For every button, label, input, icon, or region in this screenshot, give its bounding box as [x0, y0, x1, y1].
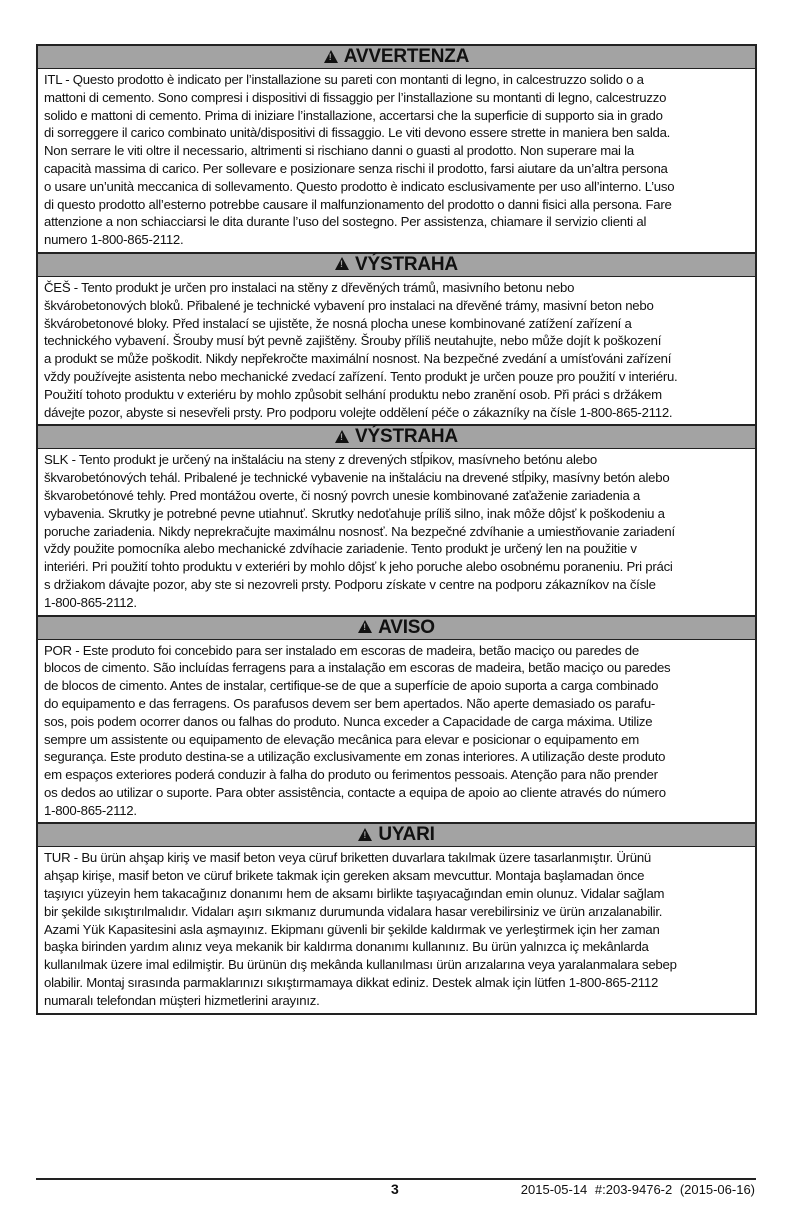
warning-text-line: numaralı telefondan müşteri hizmetlerini arayınız. — [44, 992, 320, 1008]
warning-text-line: dávejte pozor, abyste si nesevřeli prsty. Pro podporu volejte oddělení péče o zákazníky na čísle 1-800-865-2112. — [44, 404, 673, 420]
warning-text-line: a produkt se může poškodit. Nikdy nepřekročte maximální nosnost. Na bezpečné zvedání a umísťováni zařízení — [44, 351, 672, 367]
warning-title: AVVERTENZA — [343, 46, 470, 67]
warning-text-line: ČEŠ - Tento produkt je určen pro instalaci na stěny z dřevěných trámů, masivního betonu nebo — [44, 279, 575, 295]
warning-text-line: taşıyıcı yüzeyin hem takacağınız donanımı hem de aksamı birlikte taşıyacağından emin olunuz. Vidalar sağlam — [44, 886, 665, 902]
warning-text-line: bir şekilde sıkıştırılmalıdır. Vidaları aşırı sıkmanız durumunda vidalara hasar verebilirsiniz ve ürün arızalanabilir. — [44, 903, 663, 919]
footer-divider — [36, 1178, 756, 1180]
warning-text-line: mattoni di cemento. Sono compresi i dispositivi di fissaggio per l’installazione su montanti di legno, calcestruzzo — [44, 89, 667, 105]
warning-text-line: os dedos ao utilizar o suporte. Para obter assistência, contacte a equipa de apoio ao cliente através do número — [44, 784, 666, 800]
warning-text-line: SLK - Tento produkt je určený na inštaláciu na steny z drevených stĺpikov, masívneho betónu alebo — [44, 452, 597, 468]
warning-text-line: segurança. Este produto destina-se a utilização exclusivamente em zonas interiores. A utilização deste produto — [44, 749, 666, 765]
warning-text-line: 1-800-865-2112. — [44, 802, 137, 818]
warning-title: UYARI — [378, 824, 435, 846]
document-info: 2015-05-14 #:203-9476-2 (2015-06-16) — [520, 1182, 755, 1197]
warning-text-line: škvárobetonových bloků. Přibalené je technické vybavení pro instalaci na dřevěné trámy, masivní beton nebo — [44, 297, 654, 313]
warning-header — [38, 254, 755, 277]
warning-header — [38, 617, 755, 640]
warning-text-line: vždy používejte asistenta nebo mechanické zvedací zařízení. Tento produkt je určen pouze pro použití v interiéru. — [44, 368, 678, 384]
warning-title: VÝSTRAHA — [355, 253, 458, 275]
warning-section — [38, 254, 755, 426]
warning-text-line: di sorreggere il carico combinato unità/dispositivi di fissaggio. Le viti devono essere strette in maniera ben salda. — [44, 125, 671, 141]
warning-triangle-icon — [335, 430, 349, 443]
warning-text-line: capacità massima di carico. Per sollevare e posizionare senza rischi il prodotto, farsi aiutare da un’altra persona — [44, 160, 668, 176]
warning-text-line: em espaços exteriores poderá conduzir à falha do produto ou ferimentos pessoais. Atenção para não prender — [44, 767, 658, 783]
warning-text-line: Non serrare le viti oltre il necessario, altrimenti si rischiano danni o guasti al prodotto. Non superare mai la — [44, 143, 634, 159]
warning-text-line: ITL - Questo prodotto è indicato per l’installazione su pareti con montanti di legno, in calcestruzzo solido o a — [44, 72, 644, 87]
warning-body — [38, 847, 755, 1012]
warning-text-line: vždy použite pomocníka alebo mechanické zdvíhacie zariadenie. Tento produkt je určený len na použitie v — [44, 541, 637, 557]
warning-text-line: škvarobetónové tehly. Pred montážou overte, či nosný povrch unesie kombinované zaťaženie zariadenia a — [44, 487, 640, 503]
page-number: 3 — [391, 1181, 399, 1197]
warning-text-line: olabilir. Montaj sırasında parmaklarınızı sıkıştırmamaya dikkat ediniz. Destek almak için lütfen 1-800-865-2112 — [44, 975, 659, 991]
warning-body — [38, 69, 755, 252]
warning-triangle-icon — [358, 828, 372, 841]
warning-text-line: interiéri. Pri použití tohto produktu v exteriéri by mohlo dôjsť k jeho poruche alebo osobnému poraneniu. Pri práci — [44, 559, 673, 575]
warning-text-line: s držiakom dávajte pozor, aby ste si nezovreli prsty. Podporu získate v centre na podporu zákazníkov na čísle — [44, 576, 656, 592]
warning-text-line: numero 1-800-865-2112. — [44, 232, 184, 248]
warning-body — [38, 277, 755, 424]
warning-text-line: sempre um assistente ou equipamento de elevação mecânica para elevar e posicionar o equipamento em — [44, 731, 639, 747]
warning-triangle-icon — [358, 620, 372, 633]
warning-text-line: škvarobetónových tehál. Pribalené je technické vybavenie na inštaláciu na drevené stĺpiky, masívny betón alebo — [44, 470, 670, 486]
warning-text-line: attenzione a non schiacciarsi le dita durante l’uso del sostegno. Per assistenza, chiamare il servizio clienti al — [44, 214, 647, 230]
warning-title: AVISO — [378, 616, 435, 638]
warning-text-line: blocos de cimento. São incluídas ferragens para a instalação em escoras de madeira, betão maciço ou paredes — [44, 660, 671, 676]
warning-text-line: vybavenia. Skrutky je potrebné pevne utiahnuť. Skrutky nedoťahuje príliš silno, inak môže dôjsť k poškodeniu a — [44, 505, 665, 521]
warning-text-line: technického vybavení. Šrouby musí být pevně zajištěny. Šrouby příliš neutahujte, nebo může dojít k poškození — [44, 333, 662, 349]
warning-text-line: 1-800-865-2112. — [44, 594, 137, 610]
warning-text-line: do equipamento e das ferragens. Os parafusos devem ser bem apertados. Não aperte demasiado os parafu- — [44, 695, 656, 711]
warning-text-line: škvárobetonové bloky. Před instalací se ujistěte, že nosná plocha unese kombinované zatížení zařízení a — [44, 315, 632, 331]
warnings-box — [36, 44, 757, 1015]
warning-section — [38, 824, 755, 1014]
warning-body — [38, 449, 755, 614]
warning-header — [38, 46, 755, 69]
warning-text-line: POR - Este produto foi concebido para ser instalado em escoras de madeira, betão maciço ou paredes de — [44, 642, 639, 658]
warning-text-line: Azami Yük Kapasitesini asla aşmayınız. Ekipmanı güvenli bir şekilde kaldırmak ve yerleştirmek için her zaman — [44, 921, 660, 937]
warning-section — [38, 426, 755, 616]
warning-body — [38, 640, 755, 823]
warning-text-line: o usare un’unità meccanica di sollevamento. Questo prodotto è indicato esclusivamente per uso all’interno. L’uso — [44, 178, 675, 194]
warning-text-line: solido e mattoni di cemento. Prima di iniziare l’installazione, accertarsi che la superficie di supporto sia in grado — [44, 107, 663, 123]
warning-text-line: başka birinden yardım alınız veya mekanik bir kaldırma donanımı kullanınız. Bu ürün yalnızca iç mekânlarda — [44, 939, 649, 955]
warning-text-line: de blocos de cimento. Antes de instalar, certifique-se de que a superfície de apoio suporta a carga combinado — [44, 678, 659, 694]
warning-text-line: kullanılmak üzere imal edilmiştir. Bu ürünün dış mekânda kullanılması ürün arızalarına veya yaralanmalara sebep — [44, 957, 677, 973]
warning-text-line: ahşap kirişe, masif beton ve cüruf brikete takmak için gereken aksam mevcuttur. Montaja başlamadan önce — [44, 868, 645, 884]
warning-header — [38, 426, 755, 449]
warning-header — [38, 824, 755, 847]
warning-triangle-icon — [324, 50, 338, 63]
warning-text-line: poruche zariadenia. Nikdy neprekračujte maximálnu nosnosť. Na bezpečné zdvíhanie a umiestňovanie zariadení — [44, 523, 675, 539]
warning-triangle-icon — [335, 257, 349, 270]
warning-text-line: TUR - Bu ürün ahşap kiriş ve masif beton veya cüruf briketten duvarlara takılmak üzere tasarlanmıştır. Ürünü — [44, 850, 651, 866]
warning-title: VÝSTRAHA — [355, 426, 458, 448]
warning-section — [38, 617, 755, 825]
warning-text-line: di questo prodotto all’esterno potrebbe causare il malfunzionamento del prodotto o danni fisici alla persona. Fare — [44, 196, 672, 212]
warning-section — [38, 46, 755, 254]
warning-text-line: Použití tohoto produktu v exteriéru by mohlo způsobit selhání produktu nebo zranění osob. Při práci s držákem — [44, 386, 662, 402]
warning-text-line: sos, pois podem ocorrer danos ou falhas do produto. Nunca exceder a Capacidade de carga máxima. Utilize — [44, 713, 653, 729]
